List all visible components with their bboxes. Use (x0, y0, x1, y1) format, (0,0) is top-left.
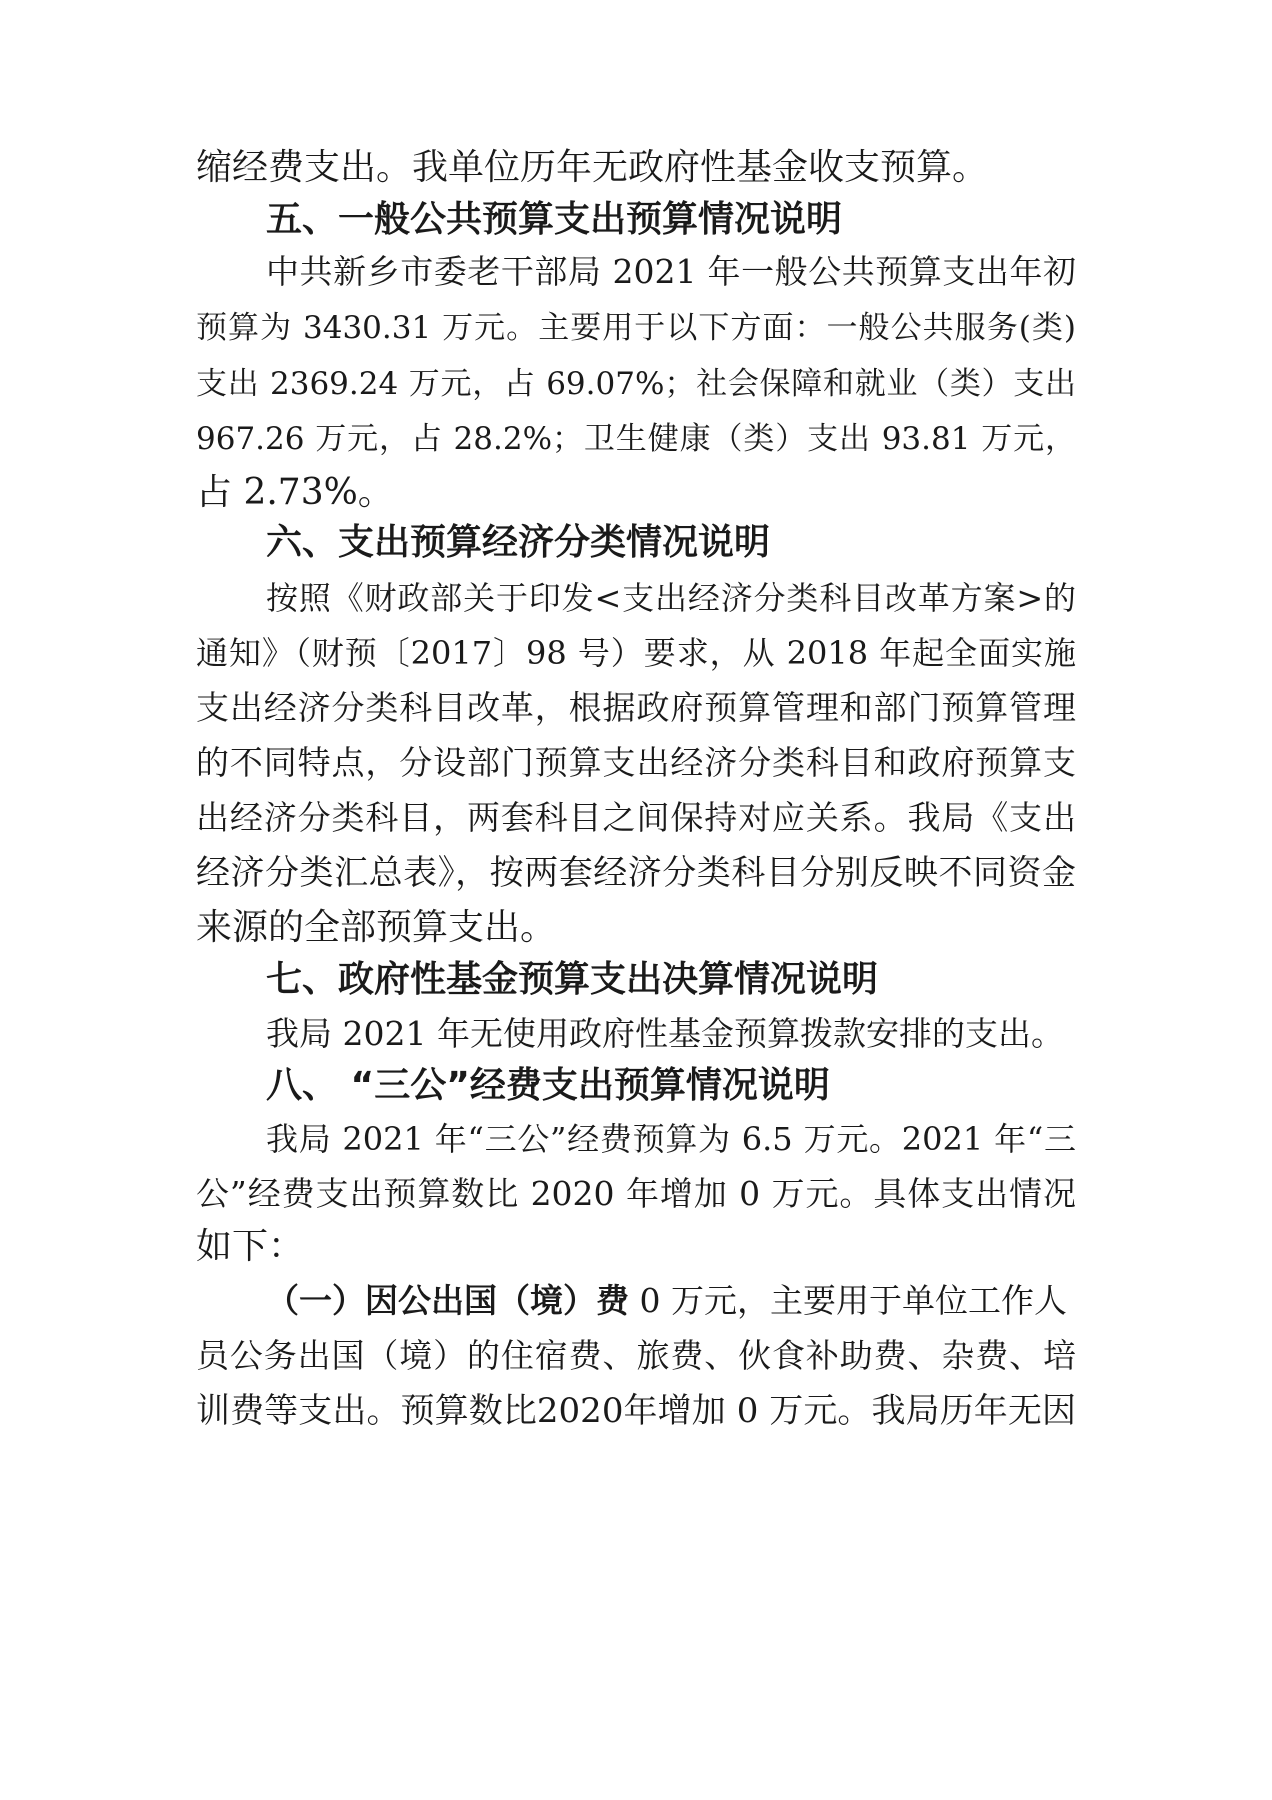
paragraph-line (266, 1278, 1076, 1324)
paragraph-line: 中共新乡市委老干部局 2021 年一般公共预算支出年初 (266, 252, 1076, 291)
paragraph-line: 967.26 万元，占 28.2%；卫生健康（类）支出 93.81 万元， (196, 421, 1076, 457)
paragraph-line: 占 2.73%。 (196, 472, 394, 513)
paragraph-line: 出经济分类科目，两套科目之间保持对应关系。我局《支出 (196, 798, 1076, 837)
paragraph-line: 缩经费支出。我单位历年无政府性基金收支预算。 (196, 147, 989, 188)
paragraph-line: 来源的全部预算支出。 (196, 907, 557, 948)
paragraph-line: 我局 2021 年无使用政府性基金预算拨款安排的支出。 (266, 1014, 1064, 1053)
section-heading-5: 五、一般公共预算支出预算情况说明 (266, 199, 843, 240)
paragraph-line: 支出 2369.24 万元，占 69.07%；社会保障和就业（类）支出 (196, 366, 1076, 402)
section-heading-6: 六、支出预算经济分类情况说明 (266, 522, 771, 563)
paragraph-line: 员公务出国（境）的住宿费、旅费、伙食补助费、杂费、培 (196, 1336, 1076, 1375)
paragraph-line: 我局 2021 年“三公”经费预算为 6.5 万元。2021 年“三 (266, 1120, 1076, 1158)
paragraph-line: 如下： (196, 1226, 305, 1267)
subsection-label: （一）因公出国（境）费 (266, 1281, 629, 1320)
paragraph-line: 经济分类汇总表》，按两套经济分类科目分别反映不同资金 (196, 853, 1076, 893)
paragraph-line: 的不同特点，分设部门预算支出经济分类科目和政府预算支 (196, 743, 1076, 782)
section-heading-8: 八、 “三公”经费支出预算情况说明 (266, 1065, 830, 1106)
paragraph-line: 公”经费支出预算数比 2020 年增加 0 万元。具体支出情况 (196, 1174, 1076, 1213)
paragraph-line: 按照《财政部关于印发<支出经济分类科目改革方案>的 (266, 579, 1076, 617)
paragraph-text: 0 万元，主要用于单位工作人 (629, 1281, 1067, 1320)
section-heading-7: 七、政府性基金预算支出决算情况说明 (266, 959, 879, 1000)
paragraph-line: 通知》（财预〔2017〕98 号）要求，从 2018 年起全面实施 (196, 634, 1076, 672)
paragraph-line: 训费等支出。预算数比2020年增加 0 万元。我局历年无因 (196, 1391, 1076, 1431)
paragraph-line: 预算为 3430.31 万元。主要用于以下方面：一般公共服务(类) (196, 310, 1076, 346)
paragraph-line: 支出经济分类科目改革，根据政府预算管理和部门预算管理 (196, 688, 1076, 727)
